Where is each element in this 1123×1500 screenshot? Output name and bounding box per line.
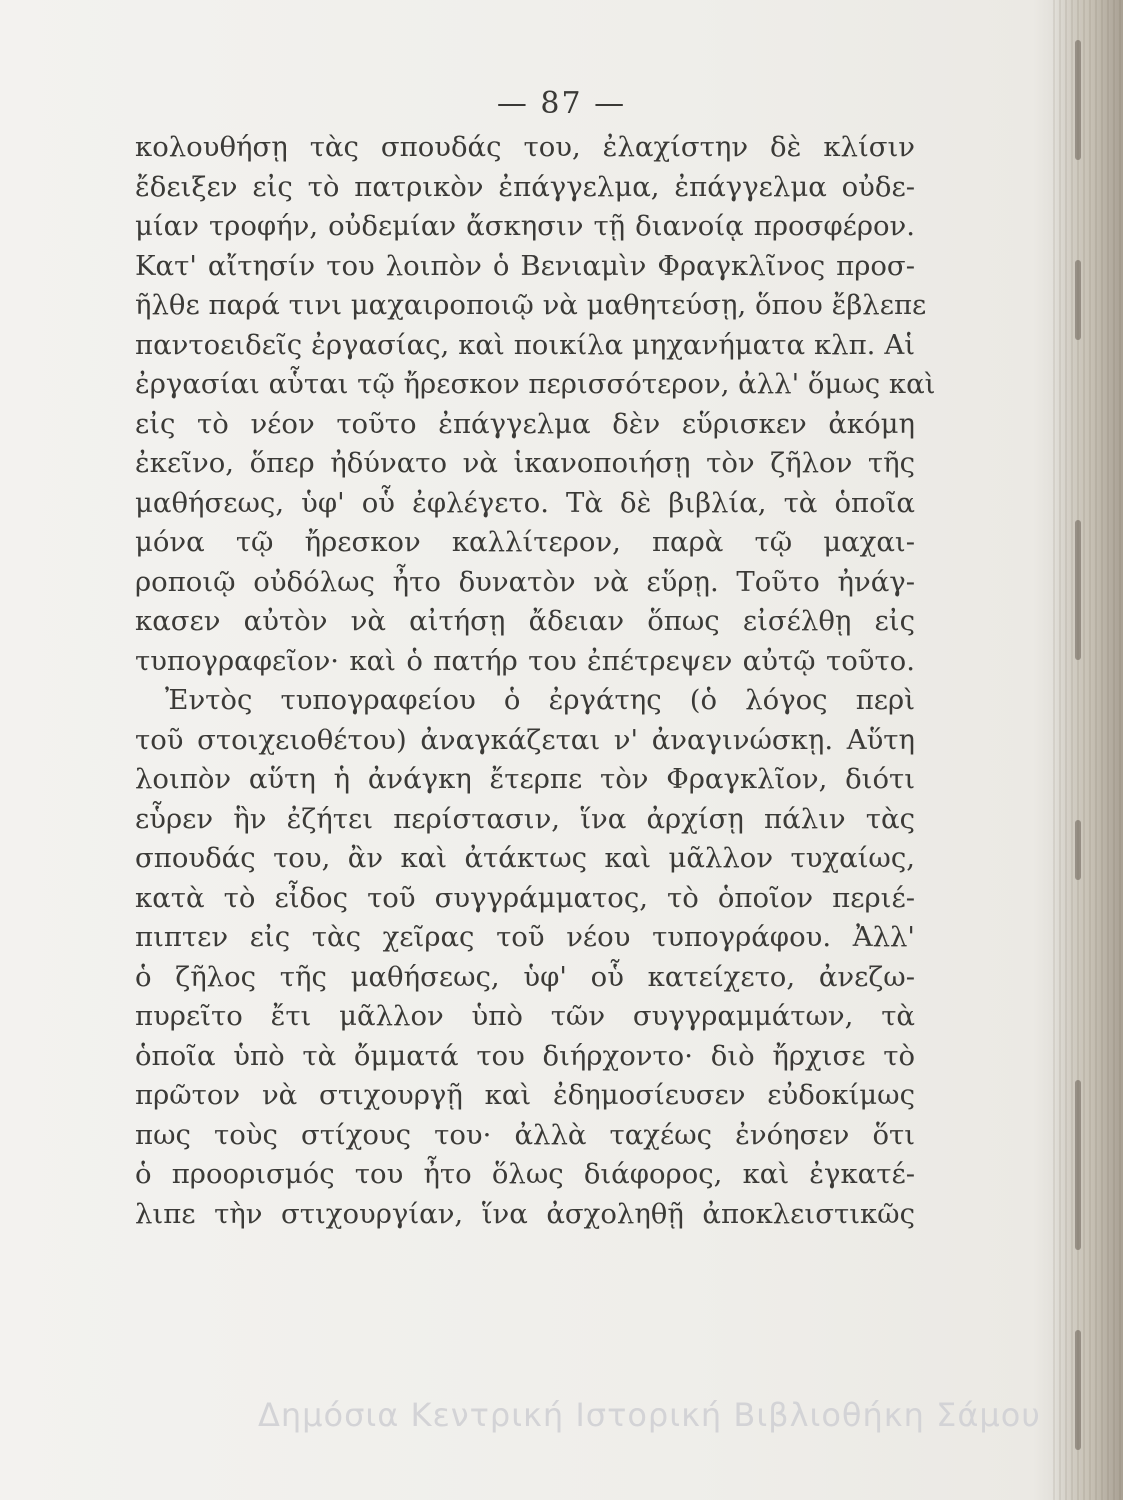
edge-streak bbox=[1075, 520, 1081, 660]
edge-streak bbox=[1075, 1080, 1081, 1250]
edge-streak bbox=[1075, 1330, 1081, 1450]
text-line-paragraph-start: Ἐντὸς τυπογραφείου ὁ ἐργάτης (ὁ λόγος περὶ bbox=[165, 684, 915, 716]
text-line: κολουθήσῃ τὰς σπουδάς του, ἐλαχίστην δὲ κλίσιν bbox=[135, 131, 915, 163]
text-line: κατὰ τὸ εἶδος τοῦ συγγράμματος, τὸ ὁποῖον περιέ- bbox=[135, 881, 915, 914]
text-line: Κατ' αἴτησίν του λοιπὸν ὁ Βενιαμὶν Φραγκλῖνος προσ- bbox=[135, 249, 915, 282]
text-line: λιπε τὴν στιχουργίαν, ἵνα ἀσχοληθῇ ἀποκλειστικῶς bbox=[135, 1197, 915, 1230]
text-line: ῆλθε παρά τινι μαχαιροποιῷ νὰ μαθητεύσῃ, ὅπου ἔβλεπε bbox=[135, 289, 927, 321]
text-line: ὁ προορισμός του ἦτο ὅλως διάφορος, καὶ ἐγκατέ- bbox=[135, 1158, 915, 1190]
text-line: ἐκεῖνο, ὅπερ ἠδύνατο νὰ ἱκανοποιήσῃ τὸν ζῆλον τῆς bbox=[135, 447, 915, 479]
text-line: πως τοὺς στίχους του· ἀλλὰ ταχέως ἐνόησεν ὅτι bbox=[135, 1118, 915, 1151]
text-line: εὗρεν ἣν ἐζήτει περίστασιν, ἵνα ἀρχίσῃ πάλιν τὰς bbox=[135, 802, 915, 835]
text-line: τοῦ στοιχειοθέτου) ἀναγκάζεται ν' ἀναγινώσκῃ. Αὕτη bbox=[135, 723, 915, 756]
edge-streak bbox=[1075, 820, 1081, 880]
text-line: πρῶτον νὰ στιχουργῇ καὶ ἐδημοσίευσεν εὐδοκίμως bbox=[135, 1079, 915, 1111]
text-line: πιπτεν εἰς τὰς χεῖρας τοῦ νέου τυπογράφου. Ἀλλ' bbox=[135, 921, 915, 953]
library-watermark: Δημόσια Κεντρική Ιστορική Βιβλιοθήκη Σάμου bbox=[258, 1396, 1041, 1434]
text-line: ροποιῷ οὐδόλως ἦτο δυνατὸν νὰ εὕρῃ. Τοῦτο ἠνάγ- bbox=[135, 565, 915, 598]
text-line: μόνα τῷ ἤρεσκον καλλίτερον, παρὰ τῷ μαχαι- bbox=[135, 526, 915, 558]
text-line: μίαν τροφήν, οὐδεμίαν ἄσκησιν τῇ διανοίᾳ προσφέρον. bbox=[135, 210, 915, 242]
body-text bbox=[135, 128, 936, 1234]
page-edge-binding bbox=[1053, 0, 1123, 1500]
text-line: μαθήσεως, ὑφ' οὗ ἐφλέγετο. Τὰ δὲ βιβλία, τὰ ὁποῖα bbox=[135, 486, 915, 519]
edge-streak bbox=[1075, 260, 1081, 340]
text-line: πυρεῖτο ἔτι μᾶλλον ὑπὸ τῶν συγγραμμάτων, τὰ bbox=[135, 1000, 915, 1032]
text-line: παντοειδεῖς ἐργασίας, καὶ ποικίλα μηχανήματα κλπ. Αἱ bbox=[135, 328, 915, 361]
text-line: ὁποῖα ὑπὸ τὰ ὄμματά του διήρχοντο· διὸ ἤρχισε τὸ bbox=[135, 1039, 915, 1072]
text-line: ὁ ζῆλος τῆς μαθήσεως, ὑφ' οὗ κατείχετο, ἀνεζω- bbox=[135, 960, 915, 993]
text-line: ἔδειξεν εἰς τὸ πατρικὸν ἐπάγγελμα, ἐπάγγελμα οὐδε- bbox=[135, 170, 915, 203]
text-line: τυπογραφεῖον· καὶ ὁ πατήρ του ἐπέτρεψεν αὐτῷ τοῦτο. bbox=[135, 644, 915, 677]
text-line: εἰς τὸ νέον τοῦτο ἐπάγγελμα δὲν εὕρισκεν ἀκόμη bbox=[135, 407, 915, 440]
text-line: λοιπὸν αὕτη ἡ ἀνάγκη ἔτερπε τὸν Φραγκλῖον, διότι bbox=[135, 763, 915, 795]
text-line: ἐργασίαι αὗται τῷ ἤρεσκον περισσότερον, ἀλλ' ὅμως καὶ bbox=[135, 368, 936, 400]
text-line: σπουδάς του, ἂν καὶ ἀτάκτως καὶ μᾶλλον τυχαίως, bbox=[135, 842, 915, 874]
text-line: κασεν αὐτὸν νὰ αἰτήσῃ ἄδειαν ὅπως εἰσέλθῃ εἰς bbox=[135, 605, 915, 637]
page-number: — 87 — bbox=[496, 86, 627, 121]
